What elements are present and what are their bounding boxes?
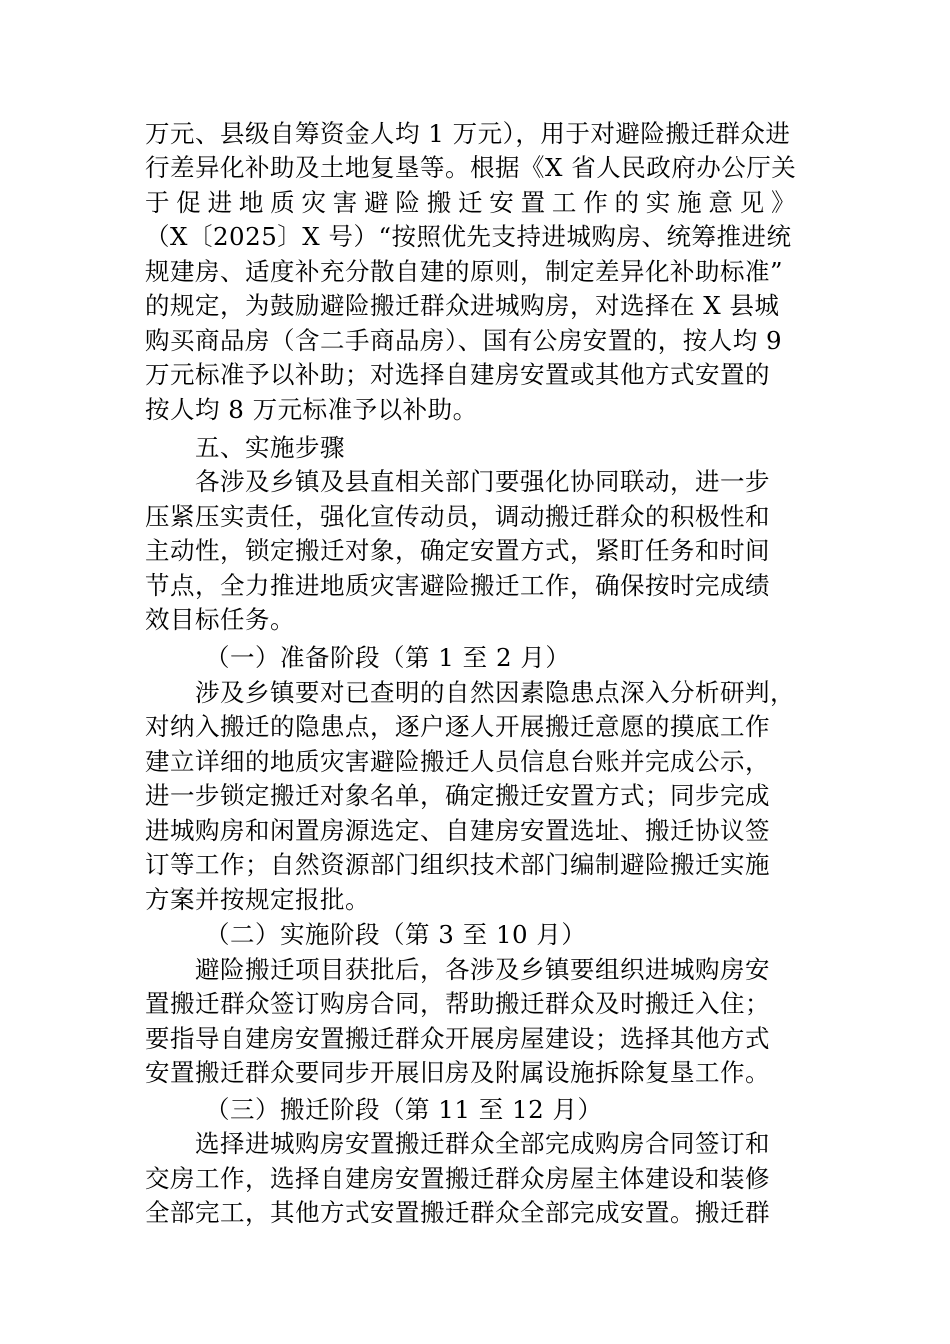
body-text-line: 涉及乡镇要对已查明的自然因素隐患点深入分析研判，: [195, 678, 795, 707]
body-text-line: 效目标任务。: [145, 605, 295, 634]
section-heading: 五、实施步骤: [195, 433, 345, 462]
subsection-heading: （一）准备阶段（第 1 至 2 月）: [205, 643, 571, 672]
body-text-line: 万元标准予以补助；对选择自建房安置或其他方式安置的: [145, 360, 770, 389]
body-text-line: 进一步锁定搬迁对象名单，确定搬迁安置方式；同步完成: [145, 781, 770, 810]
body-text-line: 进城购房和闲置房源选定、自建房安置选址、搬迁协议签: [145, 816, 770, 845]
body-text-line: 按人均 8 万元标准予以补助。: [145, 395, 478, 424]
body-text-line: 万元、县级自筹资金人均 1 万元），用于对避险搬迁群众进: [145, 119, 791, 148]
body-text-line: 避险搬迁项目获批后，各涉及乡镇要组织进城购房安: [195, 955, 770, 984]
body-text-line: （X〔2025〕X 号）“按照优先支持进城购房、统筹推进统: [145, 222, 792, 251]
body-text-line: 订等工作；自然资源部门组织技术部门编制避险搬迁实施: [145, 850, 770, 879]
body-text-line: 的规定，为鼓励避险搬迁群众进城购房，对选择在 X 县城: [145, 291, 780, 320]
body-text-line: 于促进地质灾害避险搬迁安置工作的实施意见》: [145, 188, 803, 217]
body-text-line: 对纳入搬迁的隐患点，逐户逐人开展搬迁意愿的摸底工作: [145, 712, 770, 741]
body-text-line: 选择进城购房安置搬迁群众全部完成购房合同签订和: [195, 1129, 770, 1158]
body-text-line: 规建房、适度补充分散自建的原则，制定差异化补助标准”: [145, 257, 784, 286]
body-text-line: 压紧压实责任，强化宣传动员，调动搬迁群众的积极性和: [145, 502, 770, 531]
body-text-line: 行差异化补助及土地复垦等。根据《X 省人民政府办公厅关: [145, 153, 797, 182]
body-text-line: 置搬迁群众签订购房合同，帮助搬迁群众及时搬迁入住；: [145, 989, 770, 1018]
body-text-line: 要指导自建房安置搬迁群众开展房屋建设；选择其他方式: [145, 1024, 770, 1053]
body-text-line: 购买商品房（含二手商品房）、国有公房安置的，按人均 9: [145, 326, 783, 355]
body-text-line: 方案并按规定报批。: [145, 885, 370, 914]
subsection-heading: （三）搬迁阶段（第 11 至 12 月）: [205, 1095, 603, 1124]
body-text-line: 建立详细的地质灾害避险搬迁人员信息台账并完成公示，: [145, 747, 770, 776]
body-text-line: 主动性，锁定搬迁对象，确定安置方式，紧盯任务和时间: [145, 536, 770, 565]
subsection-heading: （二）实施阶段（第 3 至 10 月）: [205, 920, 587, 949]
body-text-line: 安置搬迁群众要同步开展旧房及附属设施拆除复垦工作。: [145, 1058, 770, 1087]
body-text-line: 节点，全力推进地质灾害避险搬迁工作，确保按时完成绩: [145, 571, 770, 600]
body-text-line: 交房工作，选择自建房安置搬迁群众房屋主体建设和装修: [145, 1164, 770, 1193]
body-text-line: 各涉及乡镇及县直相关部门要强化协同联动，进一步: [195, 467, 770, 496]
body-text-line: 全部完工，其他方式安置搬迁群众全部完成安置。搬迁群: [145, 1198, 770, 1227]
